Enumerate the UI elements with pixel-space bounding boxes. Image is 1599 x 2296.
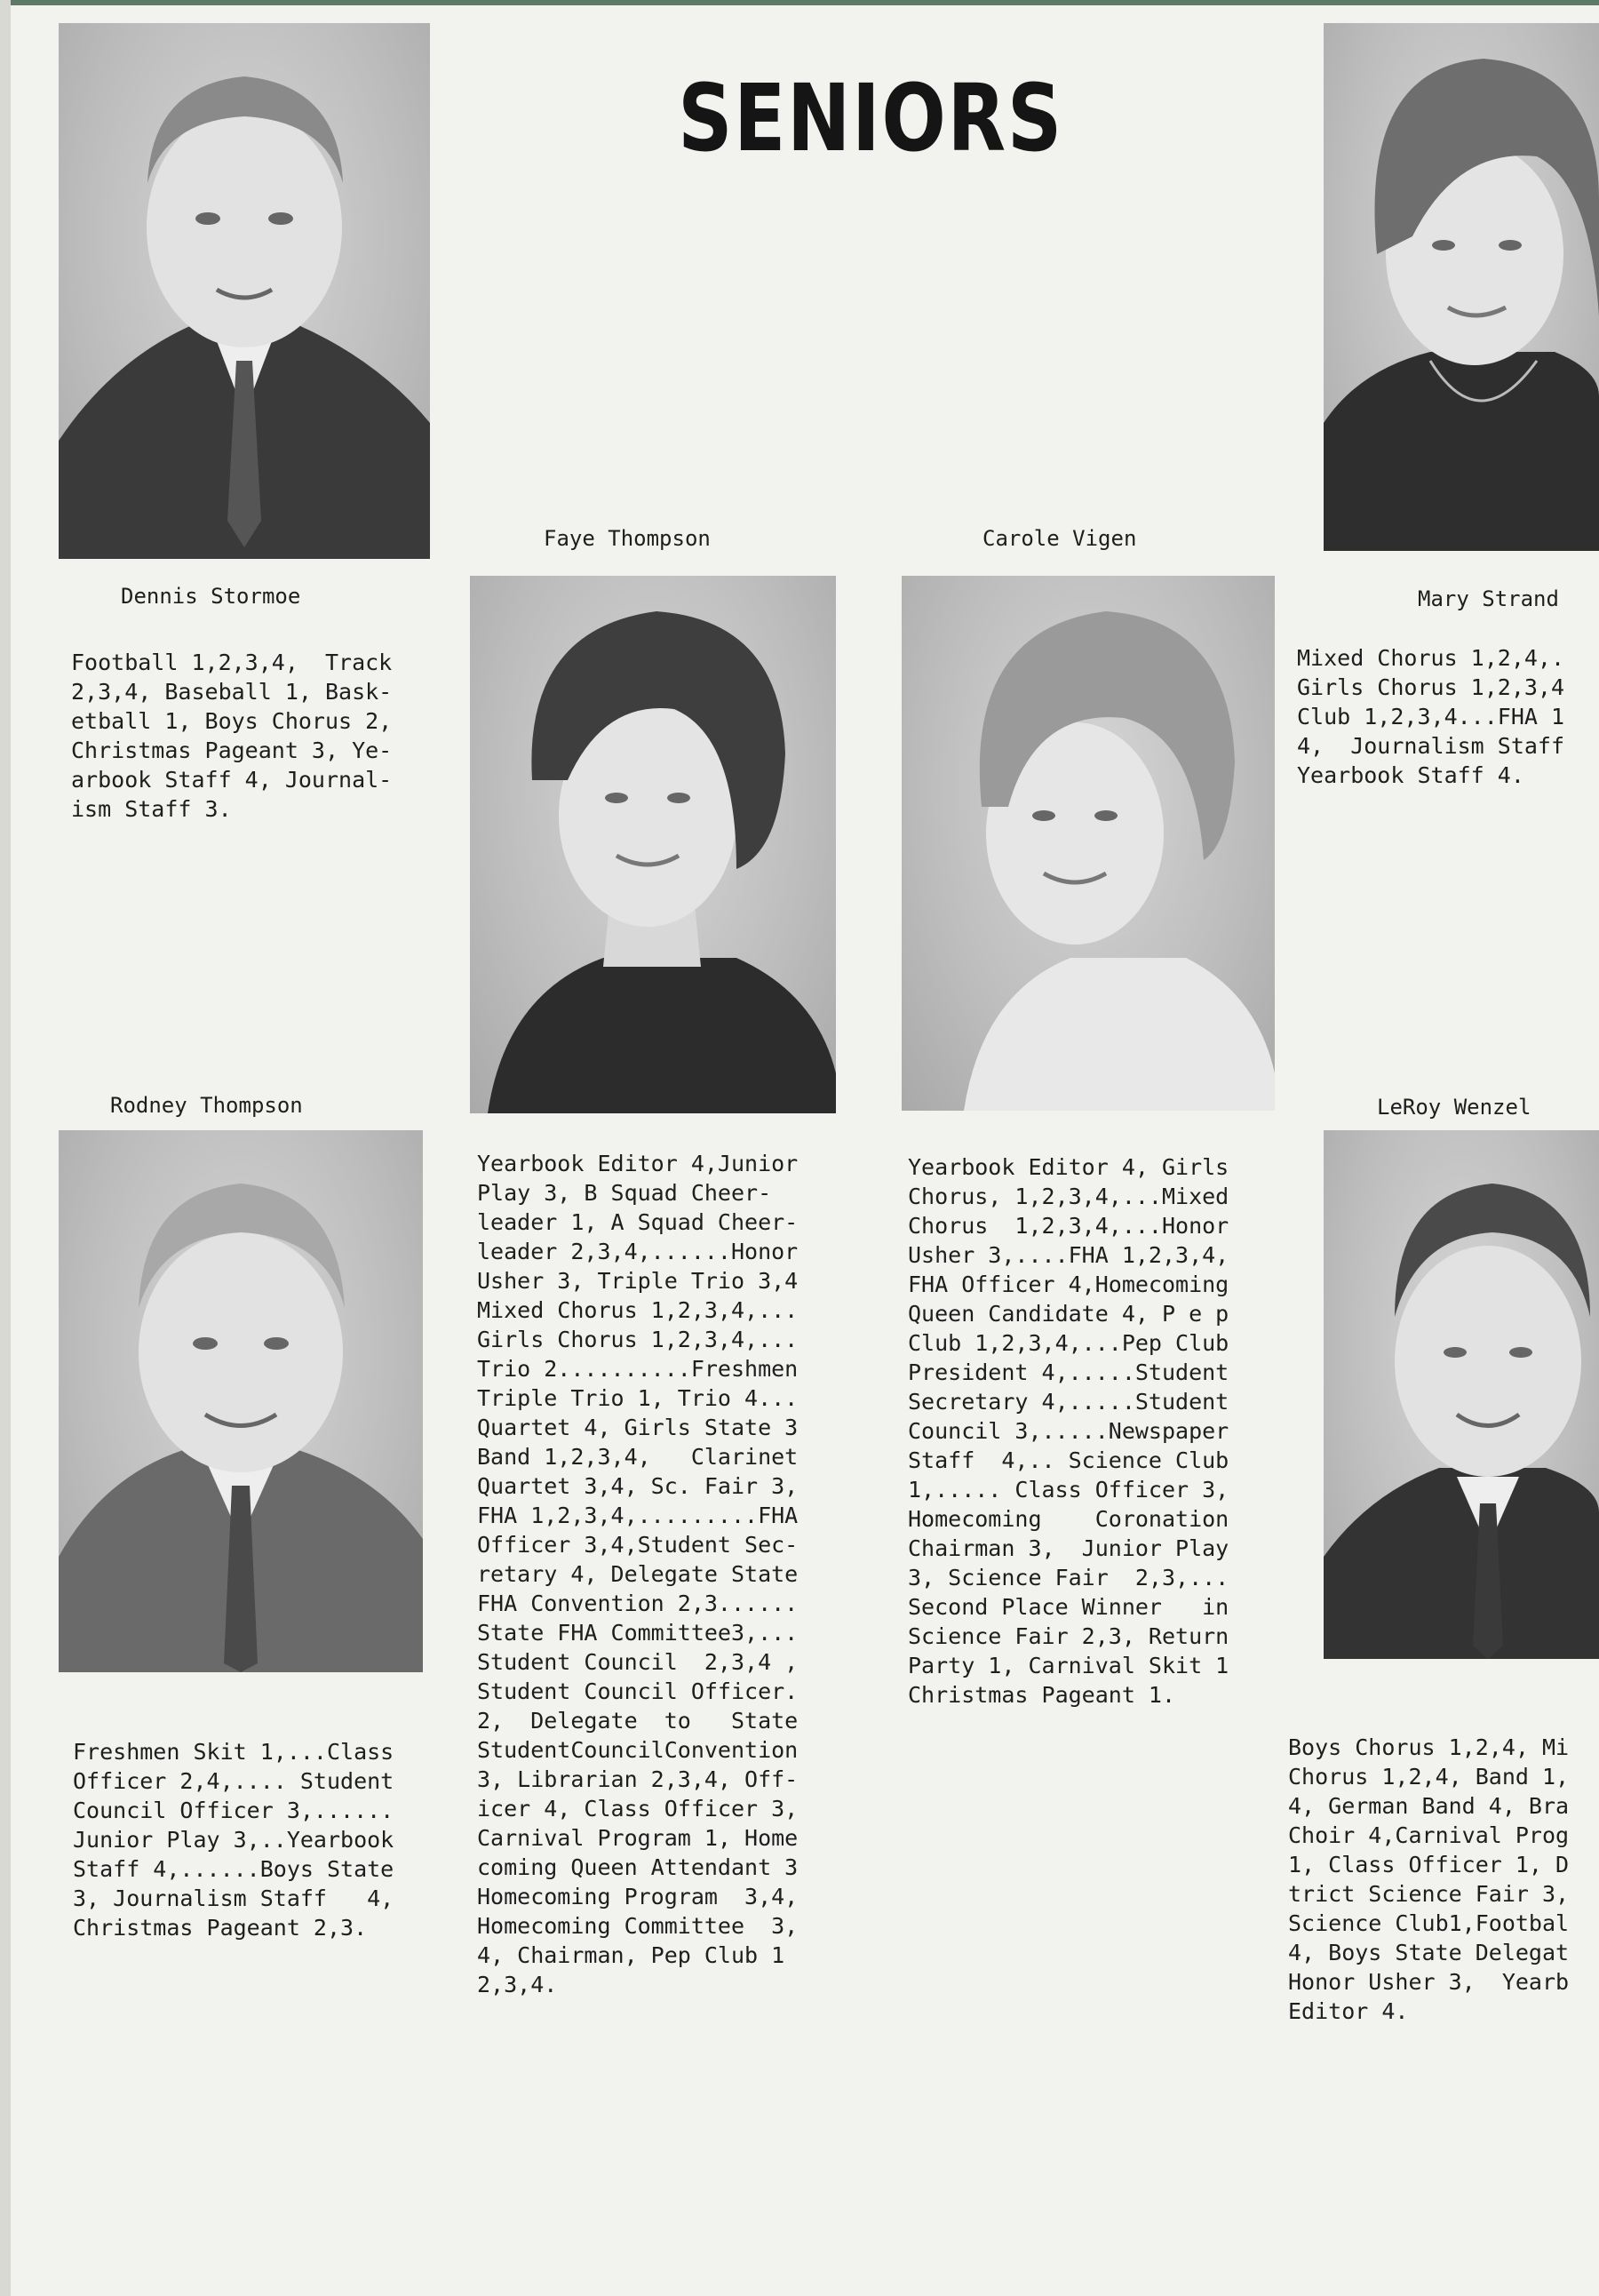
portrait-rodney-thompson <box>59 1130 423 1672</box>
student-bio-dennis-stormoe: Football 1,2,3,4, Track 2,3,4, Baseball 1, Bask- etball 1, Boys Chorus 2, Christmas Pageant 3, Ye- arbook Staff 4, Journal- ism Staff 3. <box>71 650 393 822</box>
page-top-edge <box>0 0 1599 5</box>
portrait-faye-thompson <box>470 576 836 1113</box>
student-bio-mary-strand: Mixed Chorus 1,2,4,. Girls Chorus 1,2,3,4 Club 1,2,3,4...FHA 1 4, Journalism Staff Yearbook Staff 4. <box>1297 645 1565 788</box>
portrait-dennis-stormoe <box>59 23 430 559</box>
student-bio-carole-vigen: Yearbook Editor 4, Girls Chorus, 1,2,3,4,...Mixed Chorus 1,2,3,4,...Honor Usher 3,....FHA 1,2,3,4, FHA Officer 4,Homecoming Queen Candidate 4, P e p Club 1,2,3,4,...Pep Club President 4,.....Student Secretary 4,.....Student Council 3,.....Newspaper Staff 4,.. Science Club 1,..... Class Officer 3, Homecoming Coronation Chairman 3, Junior Play 3, Science Fair 2,3,... Second Place Winner in Science Fair 2,3, Return Party 1, Carnival Skit 1 Christmas Pageant 1. <box>908 1154 1229 1708</box>
student-name-rodney-thompson: Rodney Thompson <box>110 1093 303 1118</box>
student-bio-leroy-wenzel-clip <box>1288 1733 1599 2039</box>
student-bio-rodney-thompson: Freshmen Skit 1,...Class Officer 2,4,.... Student Council Officer 3,...... Junior Play 3,..Yearbook Staff 4,......Boys State 3, Journalism Staff 4, Christmas Pageant 2,3. <box>73 1739 394 1941</box>
student-name-leroy-wenzel: LeRoy Wenzel <box>1377 1095 1531 1120</box>
page-binding-edge <box>0 0 11 2296</box>
student-bio-mary-strand-clip <box>1297 643 1599 803</box>
student-name-faye-thompson: Faye Thompson <box>544 526 711 551</box>
student-name-carole-vigen: Carole Vigen <box>982 526 1137 551</box>
portrait-leroy-wenzel <box>1324 1130 1599 1659</box>
student-bio-leroy-wenzel: Boys Chorus 1,2,4, Mi Chorus 1,2,4, Band 1, 4, German Band 4, Bra Choir 4,Carnival Prog 1, Class Officer 1, D trict Science Fair 3, Science Club1,Footbal 4, Boys State Delegat Honor Usher 3, Yearb Editor 4. <box>1288 1734 1570 2024</box>
page-title: SENIORS <box>678 64 1063 172</box>
portrait-mary-strand <box>1324 23 1599 551</box>
student-bio-faye-thompson: Yearbook Editor 4,Junior Play 3, B Squad Cheer- leader 1, A Squad Cheer- leader 2,3,4,......Honor Usher 3, Triple Trio 3,4 Mixed Chorus 1,2,3,4,... Girls Chorus 1,2,3,4,... Trio 2..........Freshmen Triple Trio 1, Trio 4... Quartet 4, Girls State 3 Band 1,2,3,4, Clarinet Quartet 3,4, Sc. Fair 3, FHA 1,2,3,4,.........FHA Officer 3,4,Student Sec- retary 4, Delegate State FHA Convention 2,3...... State FHA Committee3,... Student Council 2,3,4 , Student Council Officer. 2, Delegate to State StudentCouncilConvention 3, Librarian 2,3,4, Off- icer 4, Class Officer 3, Carnival Program 1, Home coming Queen Attendant 3 Homecoming Program 3,4, Homecoming Committee 3, 4, Chairman, Pep Club 1 2,3,4. <box>477 1151 799 1997</box>
portrait-carole-vigen <box>902 576 1275 1111</box>
student-name-dennis-stormoe: Dennis Stormoe <box>121 584 301 609</box>
student-name-mary-strand: Mary Strand <box>1418 586 1559 611</box>
